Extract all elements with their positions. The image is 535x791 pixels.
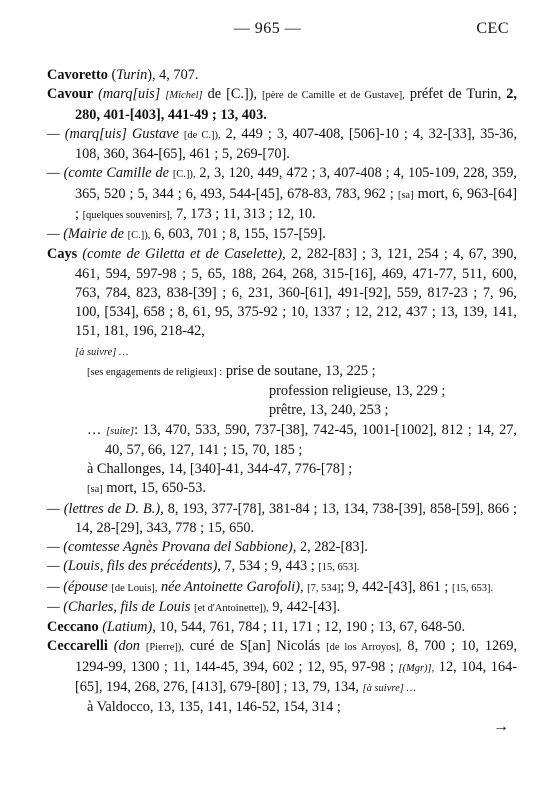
index-content bbox=[47, 66, 517, 717]
entry-qualifier: — (marq[uis] Gustave bbox=[47, 125, 179, 142]
entry-bracket: [(Mgr)], bbox=[398, 662, 435, 674]
entry-refs: 6, 603, 701 ; 8, 155, 157-[59]. bbox=[153, 226, 326, 242]
cays-engagements bbox=[47, 362, 517, 421]
entry-cavour bbox=[47, 85, 517, 125]
entry-refs: 8, 700 ; 10, 1269, 1294-99, 1300 ; 11, 144-45, 394, 602 ; 12, 95, 97-98 ; bbox=[75, 638, 518, 675]
entry-refs: 9, 442-[43]. bbox=[272, 598, 341, 615]
entry-qualifier: (don bbox=[113, 638, 140, 655]
entry-text: … bbox=[87, 421, 102, 438]
entry-headword: Cavoretto bbox=[47, 67, 108, 83]
entry-qualifier: (marq[uis] bbox=[98, 86, 161, 103]
page-number: — 965 — bbox=[233, 20, 302, 37]
entry-headword: Cays bbox=[47, 246, 78, 263]
entry-refs: mort, 15, 650-53. bbox=[106, 480, 207, 497]
engagement-item: profession religieuse, 13, 229 ; bbox=[269, 383, 446, 399]
entry-cavoretto: Cavoretto (Turin), 4, 707. bbox=[47, 67, 199, 83]
entry-place: (Latium), bbox=[102, 619, 156, 635]
entry-refs: ; 9, 442-[43], 861 ; bbox=[340, 578, 449, 595]
cays-suite bbox=[47, 421, 517, 461]
entry-refs: : 13, 470, 533, 590, 737-[38], 742-45, 1001-[1002], 812 ; 14, 27, 40, 57, 66, 127, 141 ; 15, 70, 185 ; bbox=[105, 421, 517, 458]
entry-refs: 7, 534 ; 9, 443 ; bbox=[224, 558, 315, 575]
entry-cays-comtesse bbox=[47, 538, 517, 557]
entry-ceccarelli bbox=[47, 637, 517, 698]
entry-bracket: [de los Arroyos], bbox=[326, 642, 402, 654]
entry-bracket: [suite] bbox=[106, 425, 135, 437]
cays-challonges: à Challonges, 14, [340]-41, 344-47, 776-[78] ; bbox=[87, 461, 353, 477]
entry-headword: Cavour bbox=[47, 86, 94, 103]
entry-refs: , 4, 707. bbox=[151, 67, 199, 83]
entry-qualifier: — (comte Camille de bbox=[47, 165, 169, 182]
entry-place: Turin bbox=[116, 67, 148, 83]
entry-refs: 7, 173 ; 11, 313 ; 12, 10. bbox=[175, 205, 316, 222]
engagement-item: prêtre, 13, 240, 253 ; bbox=[269, 402, 389, 419]
entry-bracket: [sa] bbox=[397, 189, 414, 201]
entry-bracket: [C.]), bbox=[172, 169, 196, 181]
entry-refs: 2, 282-[83]. bbox=[299, 539, 368, 555]
entry-headword: Ceccarelli bbox=[47, 638, 108, 655]
entry-cays-epouse bbox=[47, 578, 517, 598]
entry-ceccano bbox=[47, 618, 517, 637]
entry-bracket: [7, 534] bbox=[307, 582, 341, 594]
entry-continued-note: [à suivre] … bbox=[75, 346, 129, 358]
entry-qualifier: née Antoinette Garofoli), bbox=[160, 578, 304, 595]
entry-bracket: [et d'Antoinette]), bbox=[193, 602, 269, 614]
entry-bracket: [père de Camille et de Gustave], bbox=[262, 90, 405, 102]
entry-bracket: [15, 653]. bbox=[318, 562, 360, 574]
cays-mort bbox=[47, 479, 517, 499]
entry-cays-lettres bbox=[47, 500, 517, 539]
entry-headword: Ceccano bbox=[47, 619, 99, 635]
entry-cays bbox=[47, 245, 517, 362]
entry-bracket: [Pierre]), bbox=[145, 642, 185, 654]
continue-arrow-icon: → bbox=[493, 718, 509, 735]
entry-qualifier: — (Mairie de bbox=[47, 226, 125, 242]
entry-refs: 2, 449 ; 3, 407-408, [506]-10 ; 4, 32-[33], 35-36, 108, 360, 364-[65], 461 ; 5, 269-[70]. bbox=[75, 125, 518, 162]
entry-cavour-mairie bbox=[47, 225, 517, 245]
entry-qualifier: — (épouse bbox=[47, 578, 108, 595]
entry-text: préfet de Turin, bbox=[409, 86, 502, 103]
entry-bracket: [15, 653]. bbox=[451, 582, 494, 594]
entry-refs: 2, 282-[83] ; 3, 121, 254 ; 4, 67, 390, 461, 594, 597-98 ; 5, 65, 188, 264, 268, 315-[16], 469, 471-77, 511, 600, 763, 784, 823, 838-[39] ; 6, 231, 360-[61], 491-[92], 559, 817-23 ; 7, 96, 100, [534], 658 ; 8, 61, 95, 375-92 ; 10, 1337 ; 12, 212, 437 ; 13, 139, 141, 151, 181, 196, 218-42, bbox=[75, 246, 517, 340]
entry-text: curé de S[an] Nicolás bbox=[189, 638, 321, 655]
entry-text: de bbox=[207, 86, 222, 103]
entry-qualifier: (comte de Giletta et de Caselette), bbox=[82, 246, 286, 263]
entry-bracket: [de Louis], bbox=[111, 582, 158, 594]
ceccarelli-valdocco: à Valdocco, 13, 135, 141, 146-52, 154, 314 ; bbox=[87, 699, 341, 715]
entry-bracket: [sa] bbox=[87, 484, 103, 496]
entry-bracket: [quelques souvenirs], bbox=[82, 209, 173, 221]
entry-refs: 12, 104, 164-[65], 194, 268, 276, [413], 679-[80] ; 13, 79, 134, bbox=[75, 658, 517, 695]
entry-bracket: [C.]), bbox=[127, 230, 151, 241]
entry-refs: 10, 544, 761, 784 ; 11, 171 ; 12, 190 ; 13, 67, 648-50. bbox=[159, 619, 466, 635]
entry-refs: 8, 193, 377-[78], 381-84 ; 13, 134, 738-[39], 858-[59], 866 ; 14, 28-[29], 343, 778 ; 15, 650. bbox=[75, 500, 517, 536]
engagements-label: [ses engagements de religieux] : bbox=[87, 366, 223, 378]
entry-bracket: [Michel] bbox=[165, 90, 203, 102]
entry-text: [C.]), bbox=[226, 86, 258, 103]
entry-cavour-camille bbox=[47, 164, 517, 225]
entry-cays-louis bbox=[47, 557, 517, 577]
page-header bbox=[0, 20, 535, 42]
entry-refs: mort, 6, 963-[64] ; bbox=[75, 185, 517, 222]
entry-qualifier: — (lettres de D. B.), bbox=[47, 500, 164, 517]
entry-qualifier: — (comtesse Agnès Provana del Sabbione), bbox=[47, 539, 297, 555]
engagement-item: prise de soutane, 13, 225 ; bbox=[225, 362, 376, 379]
entry-refs: 2, 280, 401-[403], 441-49 ; 13, 403. bbox=[75, 86, 517, 123]
entry-continued-note: [à suivre] … bbox=[362, 682, 416, 694]
entry-cays-charles bbox=[47, 598, 517, 618]
entry-refs: 2, 3, 120, 449, 472 ; 3, 407-408 ; 4, 105-109, 228, 359, 365, 520 ; 5, 344 ; 6, 493, 544-[45], 678-83, 783, 962 ; bbox=[75, 165, 517, 202]
entry-qualifier: — (Louis, fils des précédents), bbox=[47, 558, 221, 575]
entry-qualifier: — (Charles, fils de Louis bbox=[47, 598, 191, 615]
entry-bracket: [de C.]), bbox=[183, 129, 221, 141]
running-head: CEC bbox=[476, 20, 509, 37]
entry-cavour-gustave bbox=[47, 125, 517, 165]
